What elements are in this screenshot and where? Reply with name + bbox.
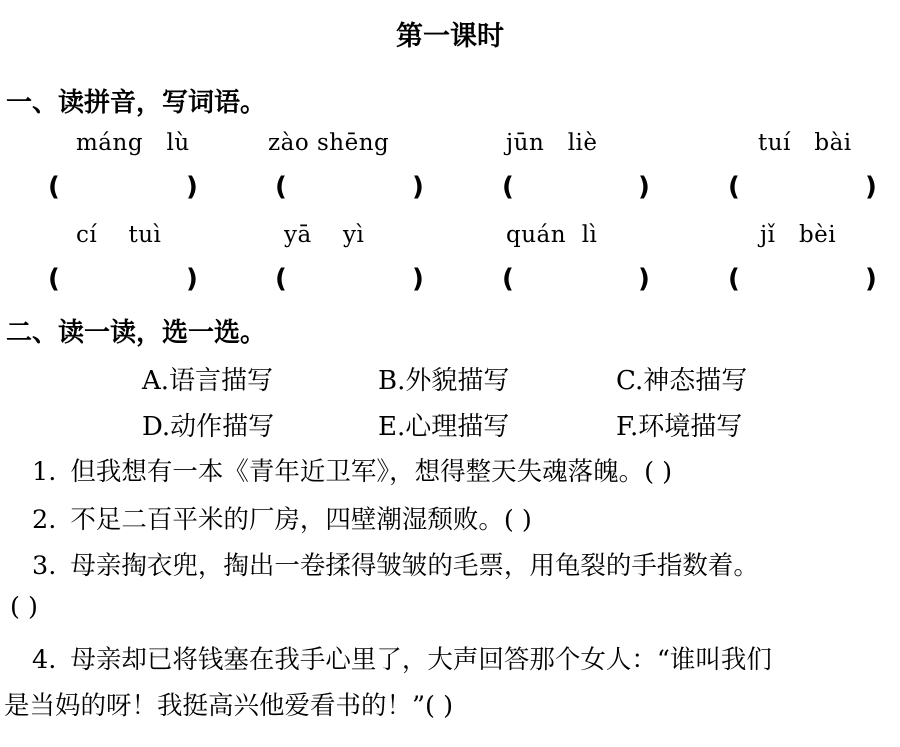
question-3-continued: ( ) bbox=[10, 592, 39, 622]
answer-blank-open: ( bbox=[275, 172, 287, 202]
answer-blank-open: ( bbox=[48, 172, 60, 202]
pinyin-word: tuí bài bbox=[758, 130, 852, 156]
question-number: 3. bbox=[32, 551, 57, 581]
option-c: C.神态描写 bbox=[616, 366, 748, 396]
option-f: F.环境描写 bbox=[616, 412, 743, 442]
answer-blank-open: ( bbox=[728, 264, 740, 294]
pinyin-word: máng lù bbox=[76, 130, 190, 156]
pinyin-word: yā yì bbox=[284, 222, 365, 248]
question-number: 2. bbox=[32, 505, 57, 535]
question-number: 4. bbox=[32, 645, 57, 675]
question-1 bbox=[32, 452, 672, 488]
page-title: 第一课时 bbox=[396, 21, 504, 52]
answer-blank-close: ) bbox=[865, 172, 877, 202]
option-d: D.动作描写 bbox=[142, 412, 275, 442]
pinyin-word: cí tuì bbox=[76, 222, 162, 248]
section-heading-1: 一、读拼音，写词语。 bbox=[6, 88, 267, 118]
option-e: E.心理描写 bbox=[378, 412, 510, 442]
option-b: B.外貌描写 bbox=[378, 366, 510, 396]
answer-blank-close: ) bbox=[186, 172, 198, 202]
question-2 bbox=[32, 500, 532, 536]
answer-blank-close: ) bbox=[186, 264, 198, 294]
answer-blank-open: ( bbox=[275, 264, 287, 294]
answer-blank-open: ( bbox=[502, 172, 514, 202]
pinyin-word: zào shēng bbox=[268, 130, 390, 156]
section-heading-2: 二、读一读，选一选。 bbox=[6, 318, 267, 348]
answer-blank-close: ) bbox=[412, 172, 424, 202]
answer-blank-close: ) bbox=[865, 264, 877, 294]
question-text: 母亲却已将钱塞在我手心里了，大声回答那个女人：“谁叫我们 bbox=[70, 645, 772, 675]
question-number: 1. bbox=[32, 457, 57, 487]
question-4-continued: 是当妈的呀！我挺高兴他爱看书的！”( ) bbox=[4, 691, 454, 721]
answer-blank-close: ) bbox=[638, 172, 650, 202]
answer-blank-close: ) bbox=[412, 264, 424, 294]
question-text: 但我想有一本《青年近卫军》，想得整天失魂落魄。( ) bbox=[70, 457, 673, 487]
pinyin-word: jūn liè bbox=[506, 130, 598, 156]
answer-blank-open: ( bbox=[48, 264, 60, 294]
question-text: 不足二百平米的厂房，四壁潮湿颓败。( ) bbox=[70, 505, 532, 535]
answer-blank-open: ( bbox=[728, 172, 740, 202]
question-text: 母亲掏衣兜，掏出一卷揉得皱皱的毛票，用龟裂的手指数着。 bbox=[70, 551, 759, 581]
answer-blank-close: ) bbox=[638, 264, 650, 294]
answer-blank-open: ( bbox=[502, 264, 514, 294]
question-4 bbox=[32, 640, 772, 676]
pinyin-word: jǐ bèi bbox=[760, 222, 837, 248]
option-a: A.语言描写 bbox=[142, 366, 274, 396]
question-3 bbox=[32, 546, 759, 582]
pinyin-word: quán lì bbox=[506, 222, 598, 248]
